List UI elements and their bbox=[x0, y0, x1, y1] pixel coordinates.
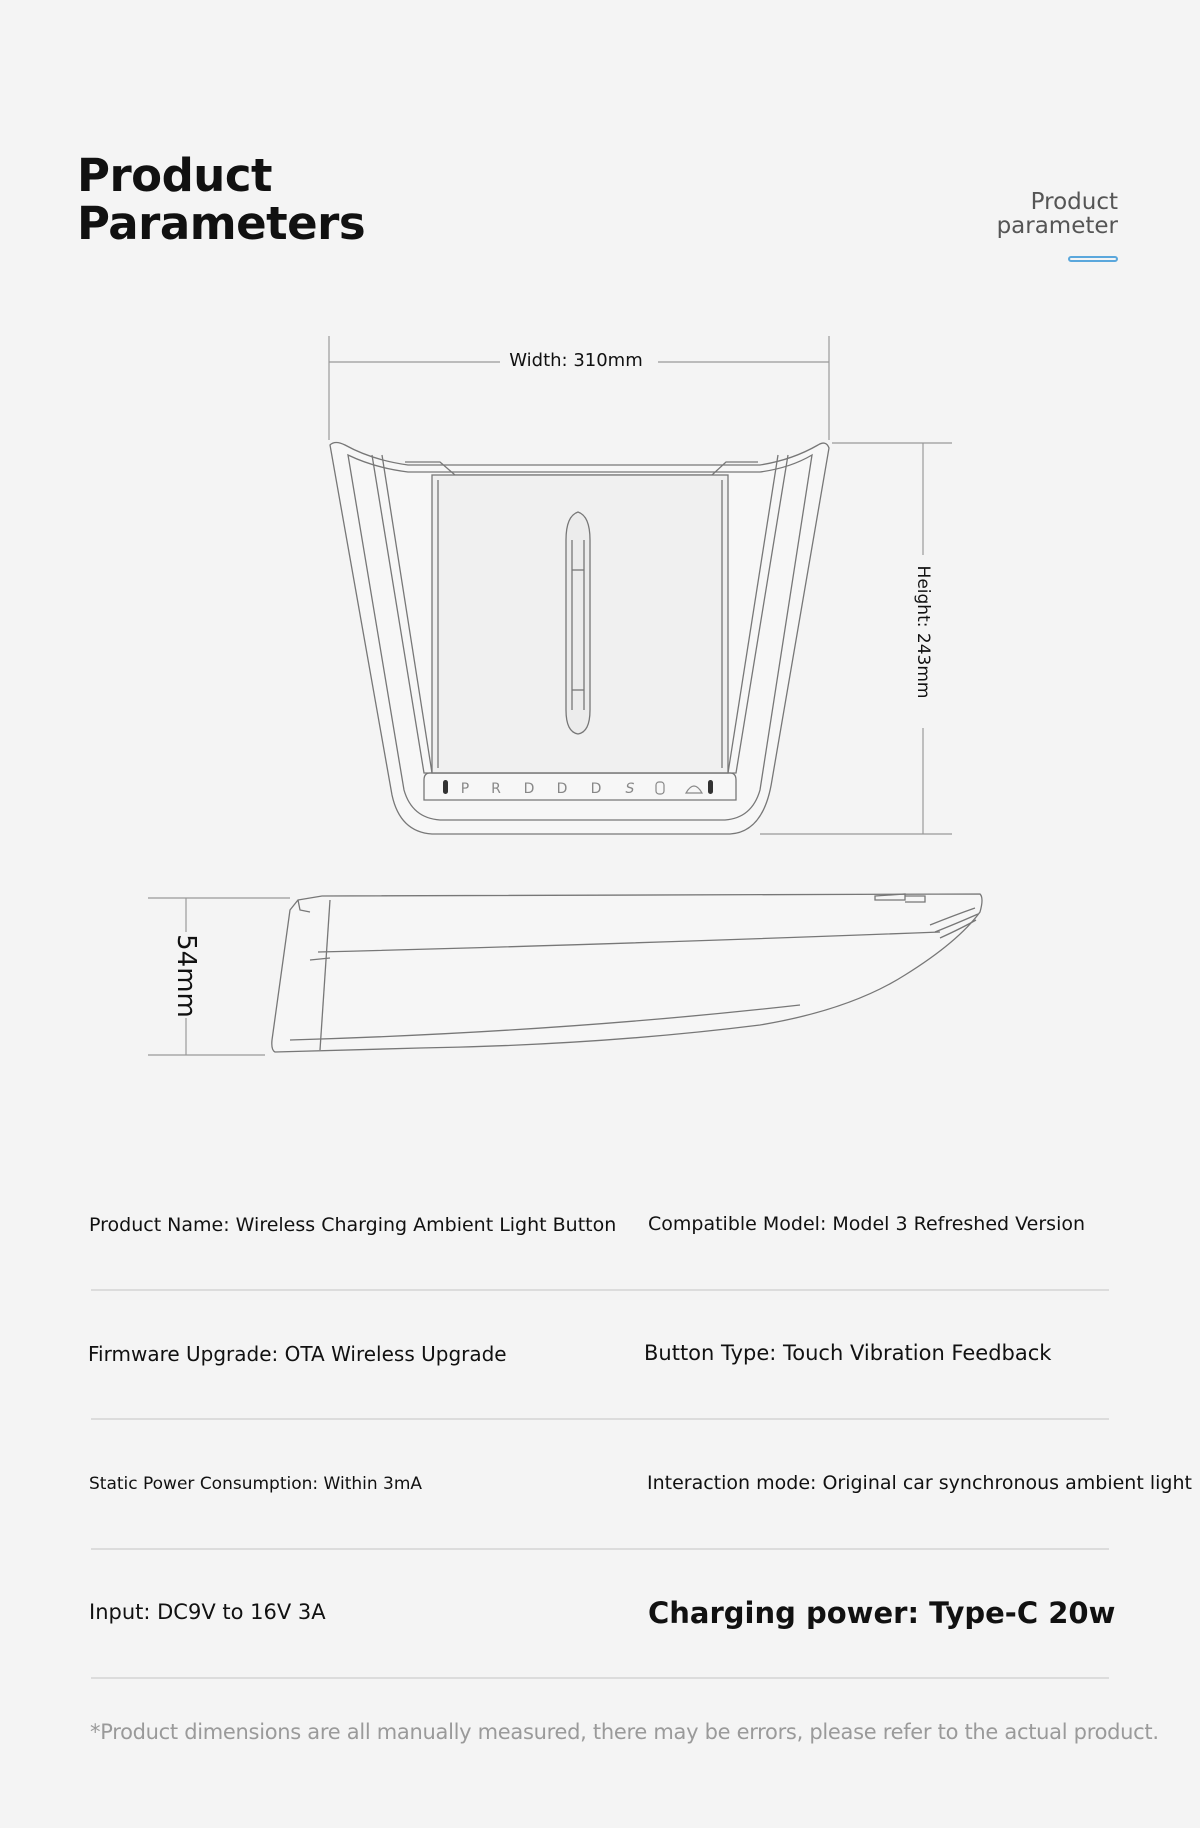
side-view-outline bbox=[272, 894, 982, 1052]
param-product-name: Product Name: Wireless Charging Ambient Light Button bbox=[89, 1214, 617, 1236]
divider bbox=[91, 1677, 1109, 1679]
gear-label-d1: D bbox=[523, 781, 535, 797]
divider bbox=[91, 1548, 1109, 1550]
title-line-2: Parameters bbox=[77, 197, 366, 250]
param-static-power: Static Power Consumption: Within 3mA bbox=[89, 1474, 423, 1494]
divider bbox=[91, 1289, 1109, 1291]
top-view-outline bbox=[330, 443, 829, 835]
title-line-1: Product bbox=[77, 149, 273, 202]
param-input: Input: DC9V to 16V 3A bbox=[89, 1600, 326, 1624]
section-label-line-1: Product bbox=[1030, 189, 1118, 215]
divider bbox=[91, 1418, 1109, 1420]
footnote: *Product dimensions are all manually measured, there may be errors, please refer to the actual product. bbox=[90, 1720, 1159, 1744]
thickness-dimension bbox=[148, 898, 290, 1055]
gear-label-d3: D bbox=[590, 781, 602, 797]
param-charging-power: Charging power: Type-C 20w bbox=[648, 1596, 1116, 1630]
height-label: Height: 243mm bbox=[913, 565, 933, 699]
gear-label-d2: D bbox=[556, 781, 568, 797]
gear-label-p: P bbox=[460, 781, 470, 797]
width-label: Width: 310mm bbox=[509, 350, 643, 371]
gear-label-s: S bbox=[625, 781, 635, 797]
param-firmware-upgrade: Firmware Upgrade: OTA Wireless Upgrade bbox=[88, 1342, 507, 1366]
param-button-type: Button Type: Touch Vibration Feedback bbox=[644, 1341, 1052, 1365]
thickness-label: 54mm bbox=[171, 934, 201, 1018]
param-interaction-mode: Interaction mode: Original car synchronous ambient light bbox=[647, 1472, 1192, 1494]
param-compatible-model: Compatible Model: Model 3 Refreshed Version bbox=[648, 1213, 1086, 1235]
section-label-line-2: parameter bbox=[996, 213, 1118, 239]
gear-label-r: R bbox=[491, 781, 501, 797]
